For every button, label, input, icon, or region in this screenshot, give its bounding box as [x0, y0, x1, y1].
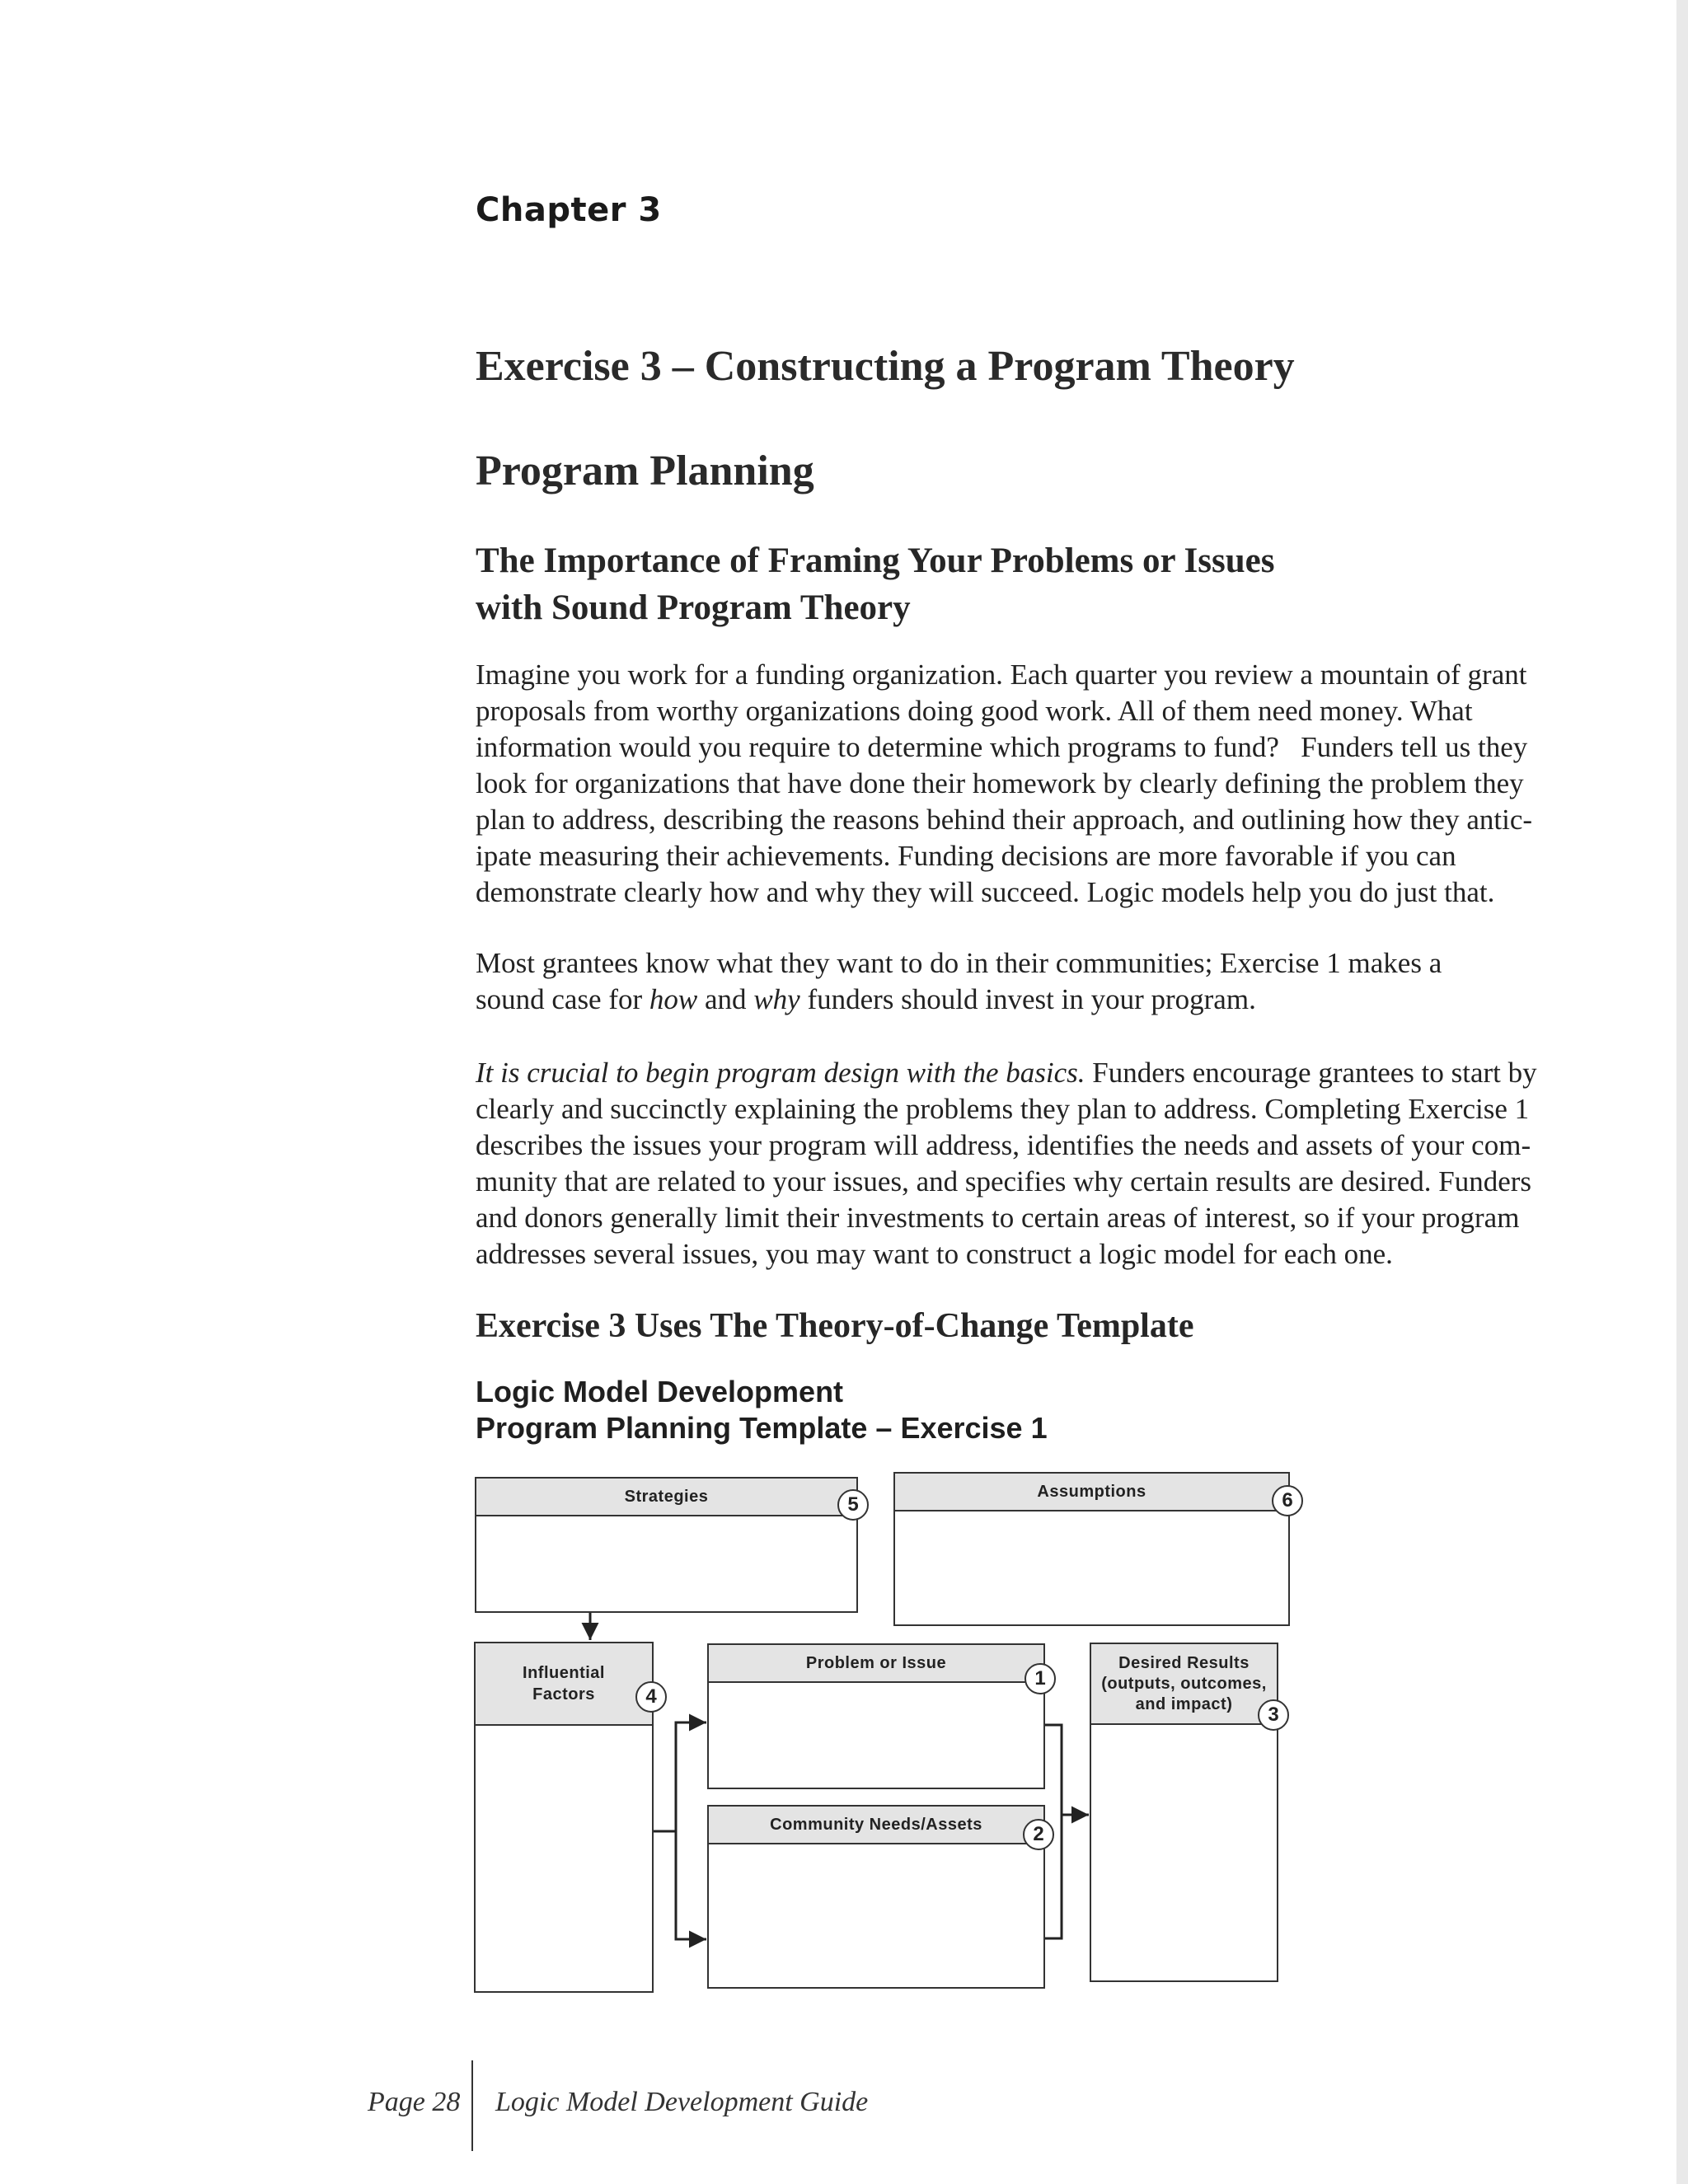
paragraph-line: plan to address, describing the reasons behind their approach, and outlining how they antic-: [476, 804, 1533, 836]
paragraph-line: and donors generally limit their investments to certain areas of interest, so if your program: [476, 1202, 1520, 1234]
diagram-title-line1: Logic Model Development: [476, 1375, 844, 1408]
text-fragment: and: [697, 983, 754, 1015]
paragraph-line: describes the issues your program will address, identifies the needs and assets of your com-: [476, 1129, 1531, 1161]
paragraph-line: munity that are related to your issues, and specifies why certain results are desired. Funders: [476, 1165, 1532, 1197]
community-needs-box: [707, 1805, 1045, 1989]
text-fragment: funders should invest in your program.: [799, 983, 1256, 1015]
exercise-title: Exercise 3 – Constructing a Program Theory: [476, 343, 1295, 390]
badge-5: 5: [837, 1489, 869, 1521]
text-fragment: Funders encourage grantees to start by: [1085, 1057, 1537, 1089]
header-line: Influential: [523, 1664, 605, 1682]
emphasis-why: why: [753, 983, 800, 1015]
subsection-heading-line2: with Sound Program Theory: [476, 588, 911, 627]
strategies-header: Strategies: [476, 1479, 856, 1516]
community-needs-header: Community Needs/Assets: [709, 1807, 1043, 1844]
problem-issue-box: [707, 1643, 1045, 1789]
paragraph-line: information would you require to determine which programs to fund? Funders tell us they: [476, 731, 1528, 763]
arrow-to-problem: [676, 1722, 706, 1939]
badge-6: 6: [1272, 1485, 1303, 1516]
diagram-title-line2: Program Planning Template – Exercise 1: [476, 1411, 1048, 1445]
emphasis-how: how: [649, 983, 698, 1015]
footer-guide-title: Logic Model Development Guide: [495, 2087, 869, 2117]
footer-page-number: Page 28: [368, 2087, 461, 2117]
text-fragment: sound case for: [476, 983, 649, 1015]
problem-issue-header: Problem or Issue: [709, 1645, 1043, 1683]
desired-results-box: [1090, 1643, 1278, 1982]
assumptions-box: [893, 1472, 1290, 1626]
paragraph-line: Imagine you work for a funding organization. Each quarter you review a mountain of grant: [476, 658, 1527, 691]
header-line: (outputs, outcomes,: [1101, 1674, 1267, 1693]
footer-divider: [471, 2060, 473, 2151]
strategies-box: [475, 1477, 858, 1613]
paragraph-line: Most grantees know what they want to do in their communities; Exercise 1 makes a: [476, 947, 1442, 979]
paragraph-line: demonstrate clearly how and why they will succeed. Logic models help you do just that.: [476, 876, 1495, 908]
influential-factors-box: [474, 1642, 654, 1993]
template-heading: Exercise 3 Uses The Theory-of-Change Template: [476, 1307, 1194, 1345]
badge-1: 1: [1025, 1663, 1056, 1694]
emphasis-basics: It is crucial to begin program design with the basics.: [476, 1057, 1085, 1089]
header-line: Factors: [532, 1685, 595, 1704]
paragraph-line: look for organizations that have done their homework by clearly defining the problem they: [476, 767, 1524, 799]
paragraph-line: clearly and succinctly explaining the problems they plan to address. Completing Exercise 1: [476, 1093, 1530, 1125]
subsection-heading-line1: The Importance of Framing Your Problems or Issues: [476, 541, 1275, 580]
header-line: and impact): [1135, 1694, 1233, 1713]
badge-2: 2: [1023, 1819, 1054, 1850]
influential-factors-header: [476, 1643, 652, 1726]
section-heading: Program Planning: [476, 448, 814, 494]
assumptions-header: Assumptions: [895, 1474, 1288, 1511]
paragraph-line: proposals from worthy organizations doing good work. All of them need money. What: [476, 695, 1473, 727]
arrow-to-needs: [676, 1831, 706, 1939]
badge-4: 4: [635, 1681, 667, 1713]
paragraph-line: ipate measuring their achievements. Funding decisions are more favorable if you can: [476, 840, 1456, 872]
badge-3: 3: [1258, 1699, 1289, 1731]
chapter-label: Chapter 3: [476, 191, 662, 229]
desired-results-header: [1091, 1644, 1277, 1725]
header-line: Desired Results: [1118, 1653, 1250, 1672]
paragraph-line: addresses several issues, you may want to construct a logic model for each one.: [476, 1238, 1393, 1270]
